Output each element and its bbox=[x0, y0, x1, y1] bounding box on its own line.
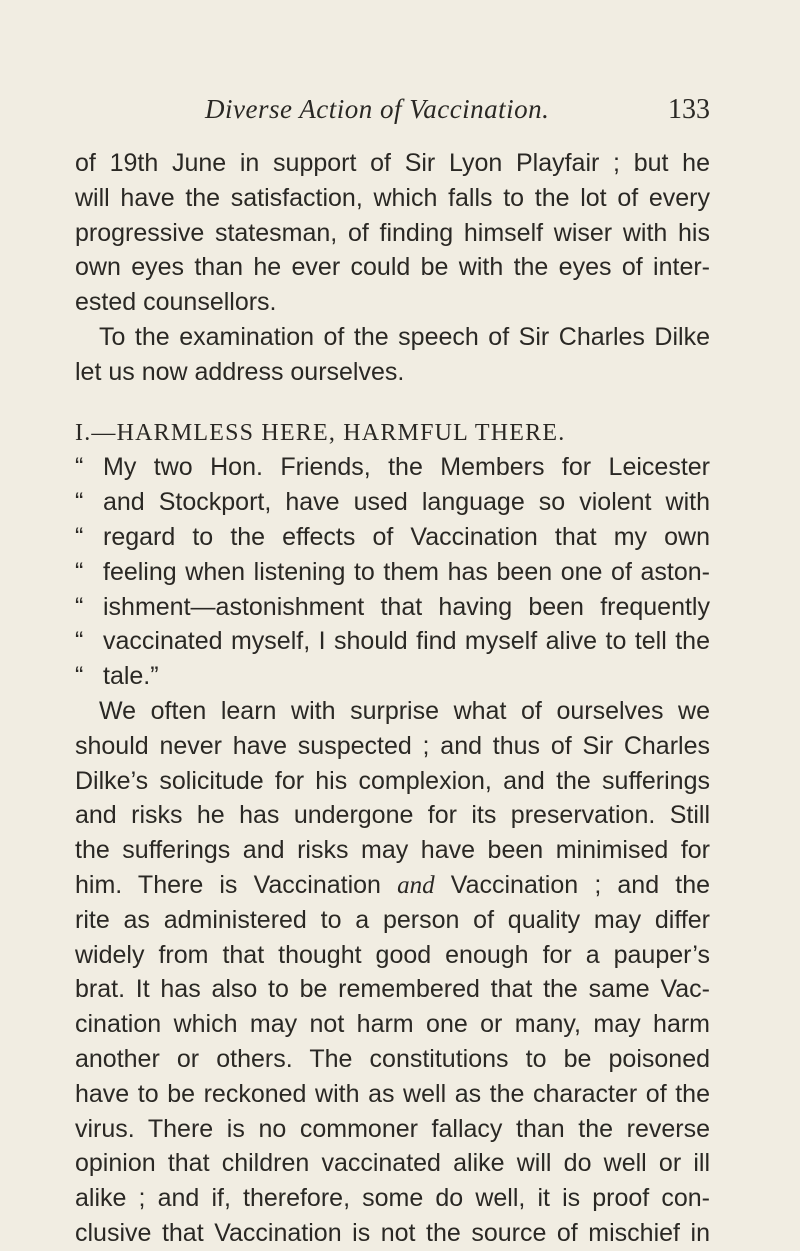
text-line: cination which may not harm one or many, may harm bbox=[75, 1010, 710, 1039]
text-line: widely from that thought good enough for a pauper’s bbox=[75, 940, 710, 969]
section-gap bbox=[75, 390, 710, 416]
text-line: Dilke’s solicitude for his complexion, and the sufferings bbox=[75, 766, 710, 795]
quote-text: My two Hon. Friends, the Members for Leicester bbox=[103, 453, 710, 482]
quote-text: and Stockport, have used language so violent with bbox=[103, 488, 710, 517]
open-quote-mark: “ bbox=[75, 592, 84, 621]
open-quote-mark: “ bbox=[75, 627, 84, 656]
text-line: clusive that Vaccination is not the source of mischief in bbox=[75, 1218, 710, 1247]
quote-line bbox=[75, 590, 710, 625]
text-line: progressive statesman, of finding himself wiser with his bbox=[75, 218, 710, 247]
text-line: another or others. The constitutions to be poisoned bbox=[75, 1044, 710, 1073]
text-line: ested counsellors. bbox=[75, 288, 277, 317]
quote-text: regard to the effects of Vaccination that my own bbox=[103, 522, 710, 551]
text-line: let us now address ourselves. bbox=[75, 357, 405, 386]
quote-line bbox=[75, 555, 710, 590]
quote-line bbox=[75, 450, 710, 485]
text-run: Vaccination ; and the bbox=[450, 870, 711, 899]
text-line: brat. It has also to be remembered that the same Vac- bbox=[75, 975, 710, 1004]
page-number: 133 bbox=[668, 94, 710, 125]
italic-emphasis: and bbox=[397, 871, 435, 899]
open-quote-mark: “ bbox=[75, 557, 84, 586]
text-line: will have the satisfaction, which falls to the lot of every bbox=[75, 183, 710, 212]
text-line: rite as administered to a person of quality may differ bbox=[75, 905, 710, 934]
quote-text: vaccinated myself, I should find myself alive to tell the bbox=[103, 627, 710, 656]
text-run: him. There is Vaccination bbox=[75, 870, 381, 899]
running-head bbox=[75, 94, 710, 134]
quotation bbox=[75, 450, 710, 694]
open-quote-mark: “ bbox=[75, 522, 84, 551]
text-line: To the examination of the speech of Sir Charles Dilke bbox=[99, 322, 710, 351]
text-line: alike ; and if, therefore, some do well, it is proof con- bbox=[75, 1184, 710, 1213]
open-quote-mark: “ bbox=[75, 488, 84, 517]
quote-line bbox=[75, 485, 710, 520]
text-line: opinion that children vaccinated alike will do well or ill bbox=[75, 1149, 710, 1178]
quote-line bbox=[75, 624, 710, 659]
open-quote-mark: “ bbox=[75, 453, 84, 482]
text-line: should never have suspected ; and thus of Sir Charles bbox=[75, 731, 710, 760]
body-text bbox=[75, 146, 710, 1251]
text-line: of 19th June in support of Sir Lyon Playfair ; but he bbox=[75, 149, 710, 177]
quote-text: tale.” bbox=[103, 662, 159, 691]
paragraph bbox=[75, 694, 710, 1251]
text-line bbox=[75, 868, 710, 903]
section-heading: I.—HARMLESS HERE, HARMFUL THERE. bbox=[75, 419, 566, 446]
text-line: and risks he has undergone for its preservation. Still bbox=[75, 801, 710, 830]
running-title: Diverse Action of Vaccination. bbox=[205, 94, 550, 124]
quote-line bbox=[75, 659, 710, 694]
paragraph bbox=[75, 320, 710, 390]
quote-text: ishment—astonishment that having been frequently bbox=[103, 592, 710, 621]
text-line: virus. There is no commoner fallacy than the reverse bbox=[75, 1114, 710, 1143]
quote-line bbox=[75, 520, 710, 555]
text-line: own eyes than he ever could be with the eyes of inter- bbox=[75, 253, 710, 282]
text-line: have to be reckoned with as well as the character of the bbox=[75, 1079, 710, 1108]
text-line: the sufferings and risks may have been minimised for bbox=[75, 836, 710, 865]
text-line: We often learn with surprise what of ourselves we bbox=[99, 696, 710, 725]
paragraph-continuation bbox=[75, 146, 710, 320]
quote-text: feeling when listening to them has been one of aston- bbox=[103, 557, 710, 586]
open-quote-mark: “ bbox=[75, 662, 84, 691]
